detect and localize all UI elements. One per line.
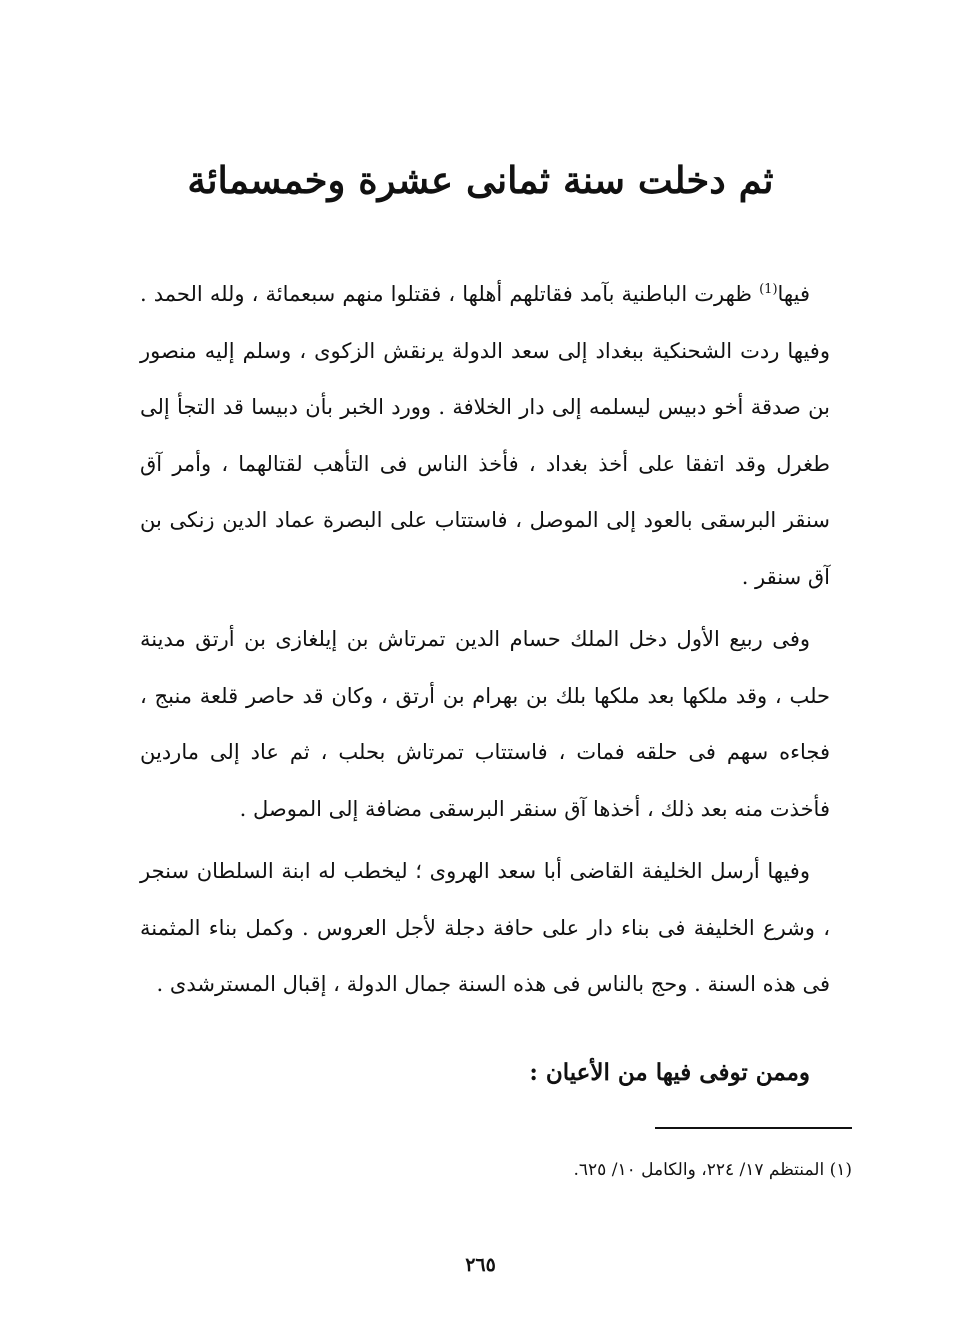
paragraph-3: وفيها أرسل الخليفة القاضى أبا سعد الهروى ؛ ليخطب له ابنة السلطان سنجر ، وشرع الخليفة فى بناء دار على حافة دجلة لأجل العروس . وكمل بناء المثمنة فى هذه السنة . وحج بالناس فى هذه السنة جمال الدولة ، إقبال المسترشدى . — [140, 859, 830, 996]
footnote-reference[interactable]: (1) — [759, 282, 778, 297]
section-subheading: وممن توفى فيها من الأعيان : — [529, 1059, 810, 1086]
page-title: ثم دخلت سنة ثمانى عشرة وخمسمائة — [187, 158, 774, 202]
paragraph-1-lead: فيها — [777, 282, 810, 306]
page-number: ٢٦٥ — [465, 1254, 496, 1276]
footnote-divider — [655, 1127, 852, 1129]
paragraph-1-text: ظهرت الباطنية بآمد فقاتلهم أهلها ، فقتلوا منهم سبعمائة ، ولله الحمد . وفيها ردت الشحنكية ببغداد إلى سعد الدولة يرنقش الزكوى ، وسلم إليه منصور بن صدقة أخو دبيس ليسلمه إلى دار الخلافة . وورد الخبر بأن دبيسا قد التجأ إلى طغرل وقد اتفقا على أخذ بغداد ، فأخذ الناس فى التأهب لقتالهما ، وأمر آق سنقر البرسقى بالعود إلى الموصل ، فاستتاب على البصرة عماد الدين زنكى بن آق سنقر . — [140, 282, 830, 589]
paragraph-2: وفى ربيع الأول دخل الملك حسام الدين تمرتاش بن إيلغازى بن أرتق مدينة حلب ، وقد ملكها بعد ملكها بلك بن بهرام بن أرتق ، وكان قد حاصر قلعة منبج ، فجاءه سهم فى حلقه فمات ، فاستتاب تمرتاش بحلب ، ثم عاد إلى ماردين فأخذت منه بعد ذلك ، أخذها آق سنقر البرسقى مضافة إلى الموصل . — [140, 627, 830, 821]
body-text — [140, 266, 830, 1013]
footnote: (١) المنتظم ١٧/ ٢٢٤، والكامل ١٠/ ٦٢٥. — [573, 1160, 852, 1180]
paragraph-1 — [140, 266, 830, 605]
